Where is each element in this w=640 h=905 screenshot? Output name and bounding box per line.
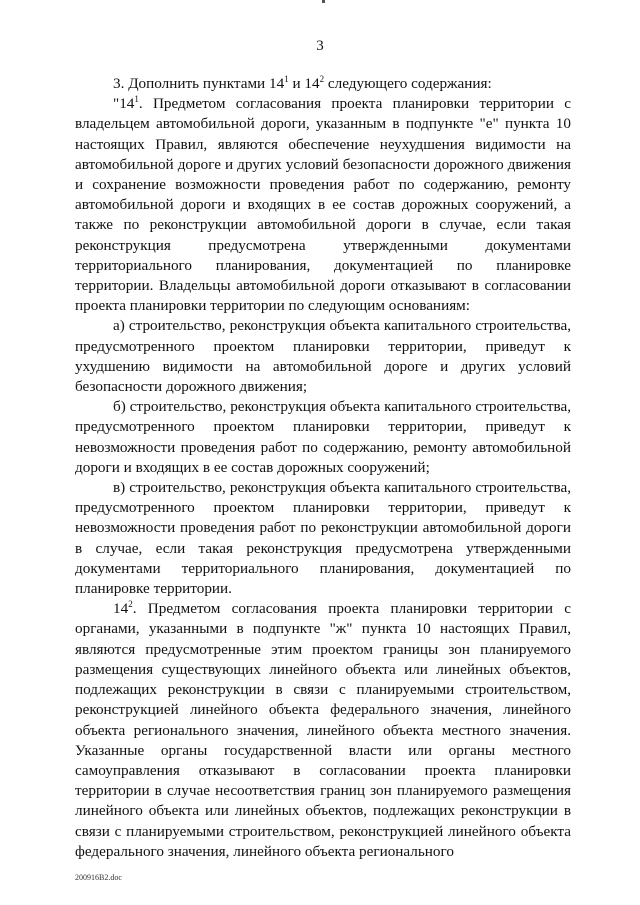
- list-item-b: б) строительство, реконструкция объекта капитального строительства, предусмотренного проектом планировки территории, приведут к невозможности проведения работ по содержанию, ремонту автомобильной дороги и входящих в ее состав дорожных сооружений;: [75, 398, 571, 476]
- footer-filename: 200916В2.doc: [75, 873, 122, 882]
- paragraph-14-1: "$14^1$. Предметом согласования проекта планировки территории с владельцем автомобильной дороги, указанным в подпункте "е" пункта 10 настоящих Правил, являются обеспечение неухудшения видимости на автомобильной дороге и других условий безопасности дорожного движения и сохранение возможности проведения работ по содержанию, ремонту автомобильной дороги и входящих в ее состав дорожных сооружений, а также по реконструкции автомобильной дороги в случае, если такая реконструкция предусмотрена утвержденными документами территориального планирования, документацией по планировке территории. Владельцы автомобильной дороги отказывают в согласовании проекта планировки территории по следующим основаниям:: [75, 94, 571, 315]
- item-3-intro: 3. Дополнить пунктами $14^1$ и $14^2$ следующего содержания:: [113, 74, 492, 92]
- page-number: 3: [316, 38, 324, 54]
- list-item-a: а) строительство, реконструкция объекта капитального строительства, предусмотренного проектом планировки территории, приведут к ухудшению видимости на автомобильной дороге и других условий безопасности дорожного движения;: [75, 317, 571, 396]
- list-item-v: в) строительство, реконструкция объекта капитального строительства, предусмотренного проектом планировки территории, приведут к невозможности проведения работ по реконструкции автомобильной дороги в случае, если такая реконструкция предусмотрена утвержденными документами территориального планирования, документацией по планировке территории.: [75, 479, 571, 598]
- paragraph-14-2: $14^2$. Предметом согласования проекта планировки территории с органами, указанными в подпункте "ж" пункта 10 настоящих Правил, являются предусмотренные этим проектом границы зон планируемого размещения существующих линейного объекта или линейных объектов, подлежащих реконструкции в связи с планируемыми строительством, реконструкцией линейного объекта федерального значения, линейного объекта регионального значения, линейного объекта местного значения. Указанные органы государственной власти или органы местного самоуправления отказывают в согласовании проекта планировки территории в случае несоответствия границ зон планируемого размещения линейного объекта или линейных объектов, подлежащих реконструкции в связи с планируемыми строительством, реконструкцией линейного объекта федерального значения, линейного объекта регионального: [75, 599, 571, 860]
- scan-mark: [322, 0, 325, 3]
- document-body: [75, 74, 571, 862]
